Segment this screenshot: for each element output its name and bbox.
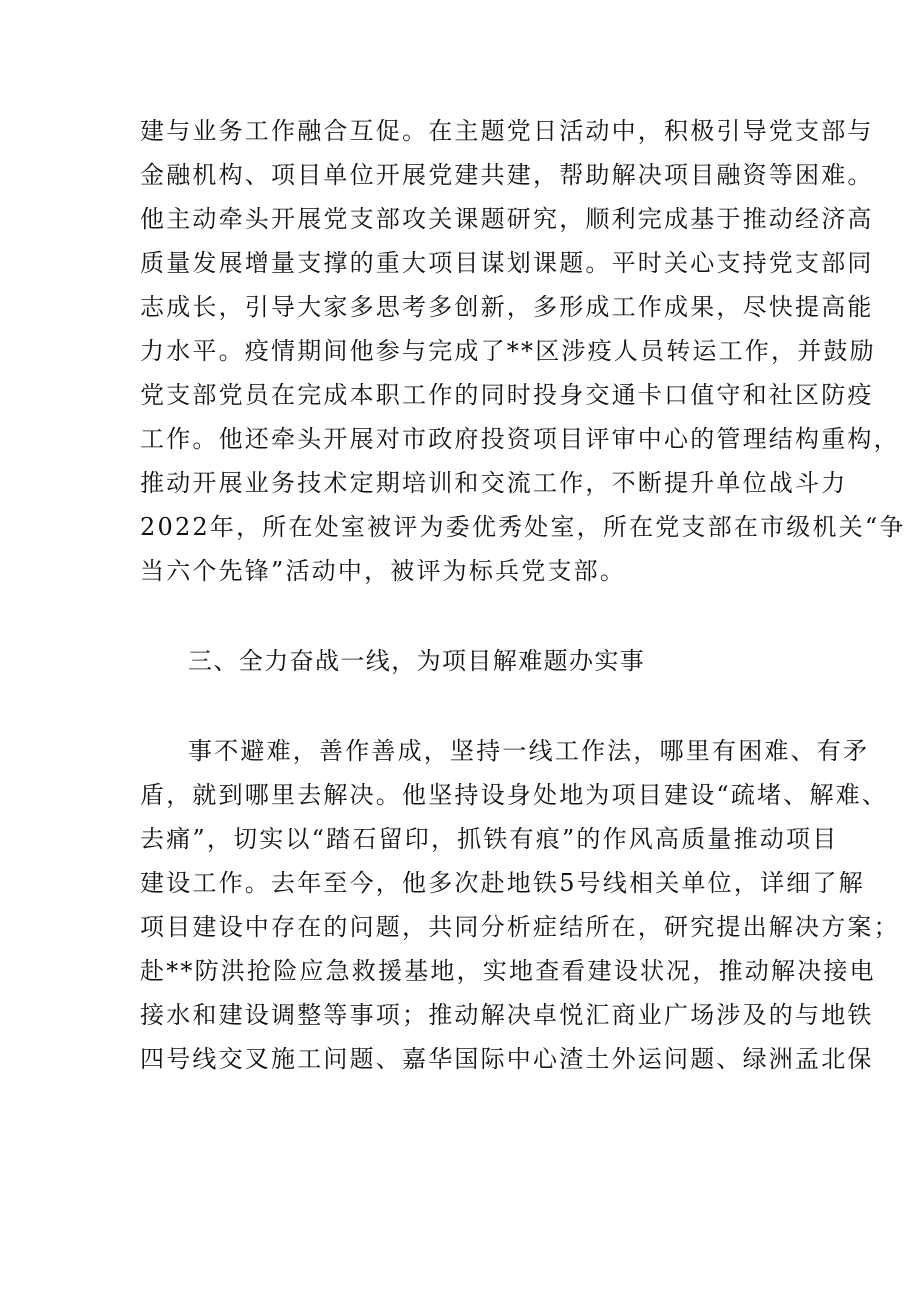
body-text-line: 他主动牵头开展党支部攻关课题研究，顺利完成基于推动经济高 xyxy=(140,205,874,233)
body-text-line: 去痛”，切实以“踏石留印，抓铁有痕”的作风高质量推动项目 xyxy=(140,825,839,853)
body-text-line: 盾，就到哪里去解决。他坚持设身处地为项目建设“疏堵、解难、 xyxy=(140,781,889,809)
body-text-line: 推动开展业务技术定期培训和交流工作，不断提升单位战斗力 xyxy=(140,469,848,497)
body-text-line: 四号线交叉施工问题、嘉华国际中心渣土外运问题、绿洲孟北保 xyxy=(140,1045,874,1073)
body-text-line: 建设工作。去年至今，他多次赴地铁5号线相关单位，详细了解 xyxy=(140,869,865,897)
body-text-line: 力水平。疫情期间他参与完成了**区涉疫人员转运工作，并鼓励 xyxy=(140,337,876,365)
body-text-line: 接水和建设调整等事项；推动解决卓悦汇商业广场涉及的与地铁 xyxy=(140,1001,874,1029)
body-text-line: 建与业务工作融合互促。在主题党日活动中，积极引导党支部与 xyxy=(140,117,874,145)
body-text-line: 质量发展增量支撑的重大项目谋划课题。平时关心支持党支部同 xyxy=(140,249,874,277)
body-text-line: 2022年，所在处室被评为委优秀处室，所在党支部在市级机关“争 xyxy=(140,513,906,541)
body-text-line: 当六个先锋”活动中，被评为标兵党支部。 xyxy=(140,557,627,585)
body-text-line: 赴**防洪抢险应急救援基地，实地查看建设状况，推动解决接电 xyxy=(140,957,876,985)
section-heading: 三、全力奋战一线，为项目解难题办实事 xyxy=(188,647,646,675)
body-text-line: 事不避难，善作善成，坚持一线工作法，哪里有困难、有矛 xyxy=(188,737,870,765)
body-text-line: 党支部党员在完成本职工作的同时投身交通卡口值守和社区防疫 xyxy=(140,381,874,409)
body-text-line: 工作。他还牵头开展对市政府投资项目评审中心的管理结构重构， xyxy=(140,425,900,453)
body-text-line: 项目建设中存在的问题，共同分析症结所在，研究提出解决方案； xyxy=(140,913,900,941)
body-text-line: 金融机构、项目单位开展党建共建，帮助解决项目融资等困难。 xyxy=(140,161,874,189)
body-text-line: 志成长，引导大家多思考多创新，多形成工作成果，尽快提高能 xyxy=(140,293,874,321)
